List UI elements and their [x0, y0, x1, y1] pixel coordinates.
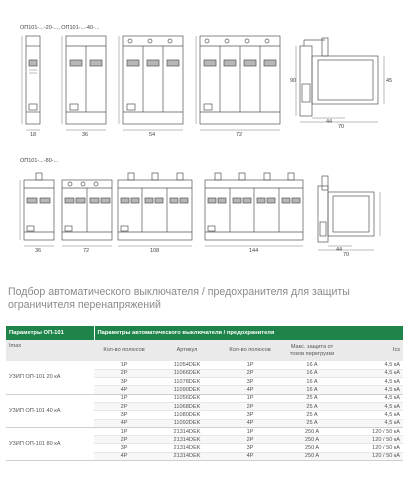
- cell-article: 11092DEK: [154, 419, 220, 427]
- cell-article: 11090DEK: [154, 386, 220, 394]
- cell-ics: 4,5 кА: [344, 411, 403, 419]
- table-header-row: [6, 326, 403, 340]
- cell-ics: 120 / 50 кА: [344, 427, 403, 435]
- cell-poles: 3P: [94, 444, 154, 452]
- dim-label: 18: [30, 132, 37, 138]
- col-poles-2: Кол-во полюсов: [220, 340, 280, 361]
- cell-article: 21314DEK: [154, 427, 220, 435]
- cell-ics: 4,5 кА: [344, 361, 403, 369]
- dim-label: 72: [83, 248, 90, 254]
- cell-ics: 4,5 кА: [344, 369, 403, 377]
- dim-label: 54: [149, 132, 156, 138]
- cell-max-protection: 250 A: [280, 427, 344, 435]
- cell-poles-2: 4P: [220, 386, 280, 394]
- cell-poles: 1P: [94, 394, 154, 402]
- col-max-protection: Макс. защита от токов перегрузки: [280, 340, 344, 361]
- cell-poles-2: 2P: [220, 436, 280, 444]
- dim-label: 108: [150, 248, 160, 254]
- cell-article: 11068DEK: [154, 402, 220, 410]
- group-name: УЗИП ОП-101 20 кА: [6, 361, 94, 394]
- table-subheader-row: [6, 340, 403, 361]
- col-ics: Ics: [344, 340, 403, 361]
- col-imax: Imax: [6, 340, 94, 361]
- cell-poles-2: 2P: [220, 369, 280, 377]
- cell-max-protection: 16 A: [280, 369, 344, 377]
- cell-ics: 4,5 кА: [344, 378, 403, 386]
- table-row: [6, 394, 403, 402]
- cell-poles-2: 1P: [220, 394, 280, 402]
- cell-poles: 1P: [94, 361, 154, 369]
- cell-max-protection: 16 A: [280, 361, 344, 369]
- cell-max-protection: 16 A: [280, 378, 344, 386]
- cell-poles-2: 4P: [220, 452, 280, 460]
- cell-max-protection: 16 A: [280, 386, 344, 394]
- table-body: [6, 361, 403, 461]
- cell-poles-2: 1P: [220, 427, 280, 435]
- cell-ics: 4,5 кА: [344, 419, 403, 427]
- cell-ics: 4,5 кА: [344, 394, 403, 402]
- table-row: [6, 427, 403, 435]
- header-selection: Параметры автоматического выключателя / предохранителя: [94, 326, 403, 340]
- cell-poles: 4P: [94, 386, 154, 394]
- cell-article: 11080DEK: [154, 411, 220, 419]
- dim-label: 144: [249, 248, 259, 254]
- cell-max-protection: 25 A: [280, 411, 344, 419]
- cell-article: 21314DEK: [154, 436, 220, 444]
- dim-label: 70: [338, 124, 345, 130]
- cell-max-protection: 25 A: [280, 394, 344, 402]
- cell-max-protection: 25 A: [280, 419, 344, 427]
- cell-poles-2: 2P: [220, 402, 280, 410]
- cell-article: 11078DEK: [154, 378, 220, 386]
- dim-label: 44: [326, 119, 333, 125]
- cell-poles-2: 3P: [220, 444, 280, 452]
- dim-label: 36: [82, 132, 89, 138]
- cell-article: 11054DEK: [154, 361, 220, 369]
- cell-poles: 2P: [94, 369, 154, 377]
- cell-article: 11066DEK: [154, 369, 220, 377]
- cell-poles-2: 3P: [220, 378, 280, 386]
- cell-max-protection: 250 A: [280, 436, 344, 444]
- cell-poles: 2P: [94, 402, 154, 410]
- cell-article: 21314DEK: [154, 444, 220, 452]
- cell-poles: 1P: [94, 427, 154, 435]
- cell-poles: 2P: [94, 436, 154, 444]
- cell-ics: 120 / 50 кА: [344, 444, 403, 452]
- selection-table: [6, 326, 404, 461]
- dim-label: 36: [35, 248, 42, 254]
- cell-poles: 4P: [94, 452, 154, 460]
- dim-label: 45: [386, 78, 393, 84]
- drawing-caption-bottom: ОП101-...-80-...: [20, 158, 59, 164]
- dim-label: 72: [236, 132, 243, 138]
- group-name: УЗИП ОП-101 80 кА: [6, 427, 94, 460]
- drawing-caption-top: ОП101-...-20-..., ОП101-...-40-...: [20, 25, 100, 31]
- cell-ics: 4,5 кА: [344, 386, 403, 394]
- cell-poles: 3P: [94, 411, 154, 419]
- cell-poles: 3P: [94, 378, 154, 386]
- cell-poles-2: 4P: [220, 419, 280, 427]
- cell-poles-2: 1P: [220, 361, 280, 369]
- dim-label: 90: [290, 78, 297, 84]
- cell-poles-2: 3P: [220, 411, 280, 419]
- cell-ics: 120 / 50 кА: [344, 452, 403, 460]
- dim-label: 70: [343, 252, 350, 258]
- cell-max-protection: 25 A: [280, 402, 344, 410]
- cell-ics: 120 / 50 кА: [344, 436, 403, 444]
- header-params: Параметры ОП-101: [6, 326, 94, 340]
- cell-ics: 4,5 кА: [344, 402, 403, 410]
- cell-max-protection: 250 A: [280, 452, 344, 460]
- cell-article: 21314DEK: [154, 452, 220, 460]
- col-article: Артикул: [154, 340, 220, 361]
- cell-poles: 4P: [94, 419, 154, 427]
- group-name: УЗИП ОП-101 40 кА: [6, 394, 94, 427]
- section-heading: Подбор автоматического выключателя / предохранителя для защиты ограничителя перенапряжений: [8, 286, 350, 311]
- cell-max-protection: 250 A: [280, 444, 344, 452]
- table-row: [6, 361, 403, 369]
- col-poles: Кол-во полюсов: [94, 340, 154, 361]
- dim-label: 44: [336, 247, 343, 253]
- cell-article: 11056DEK: [154, 394, 220, 402]
